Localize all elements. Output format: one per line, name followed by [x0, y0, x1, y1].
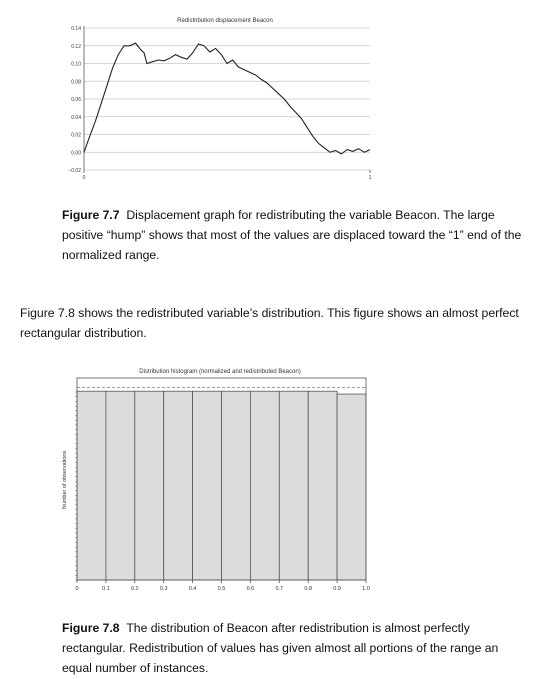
x-tick-label: 0.3: [159, 586, 168, 592]
histogram-bar: [337, 394, 366, 580]
x-tick-label: 0.5: [217, 586, 226, 592]
x-tick-label: 0.8: [304, 586, 313, 592]
figure-7-8-caption: [62, 618, 522, 678]
x-tick-label: 0: [82, 175, 86, 181]
histogram-bar: [308, 391, 337, 580]
caption-text: The distribution of Beacon after redistribution is almost perfectly rectangular. Redistribution of values has given almost all portions of the range an equal number of instances.: [62, 621, 499, 675]
histogram-bar: [77, 391, 106, 580]
y-tick-label: 0.14: [71, 26, 81, 32]
histogram-bar: [250, 391, 279, 580]
caption-text: Displacement graph for redistributing the variable Beacon. The large positive “hump” shows that most of the values are displaced toward the “1” end of the normalized range.: [62, 208, 522, 262]
x-tick-label: 0.4: [188, 586, 197, 592]
x-tick-label: 0.7: [275, 586, 284, 592]
x-tick-label: 1: [368, 175, 372, 181]
histogram-bar: [279, 391, 308, 580]
histogram-bar: [106, 391, 135, 580]
histogram-bar: [193, 391, 222, 580]
x-tick-label: 0.2: [130, 586, 139, 592]
y-tick-label: 0.02: [71, 132, 81, 139]
x-tick-label: 0.6: [246, 586, 255, 592]
chart1-title: Redistribution displacement Beacon: [177, 18, 273, 24]
y-tick-label: 0.00: [71, 150, 81, 157]
x-tick-label: 0: [75, 586, 79, 592]
displacement-line: [84, 43, 370, 154]
chart2-title: Distribution histogram (normalized and redistributed Beacon): [139, 369, 301, 375]
displacement-chart: [0, 0, 540, 190]
x-tick-label: 0.1: [102, 586, 110, 592]
x-tick-label: 1.0: [362, 586, 370, 592]
histogram-bar: [135, 391, 164, 580]
histogram-bar: [222, 391, 251, 580]
histogram-bar: [164, 391, 193, 580]
y-tick-label: −0.02: [68, 168, 81, 174]
distribution-histogram: [0, 360, 540, 600]
chart2-ylabel: Number of observations: [62, 450, 68, 510]
figure-7-7-caption: [62, 205, 522, 265]
y-tick-label: 0.04: [71, 114, 81, 121]
y-tick-label: 0.06: [71, 97, 81, 103]
caption-label: Figure 7.8: [62, 621, 120, 635]
body-paragraph: Figure 7.8 shows the redistributed variable’s distribution. This figure shows an almost perfect rectangular distribution.: [20, 306, 519, 340]
y-tick-label: 0.12: [71, 43, 81, 50]
x-tick-label: 0.9: [333, 586, 341, 592]
caption-label: Figure 7.7: [62, 208, 120, 222]
y-tick-label: 0.10: [71, 61, 81, 68]
y-tick-label: 0.08: [71, 79, 81, 86]
